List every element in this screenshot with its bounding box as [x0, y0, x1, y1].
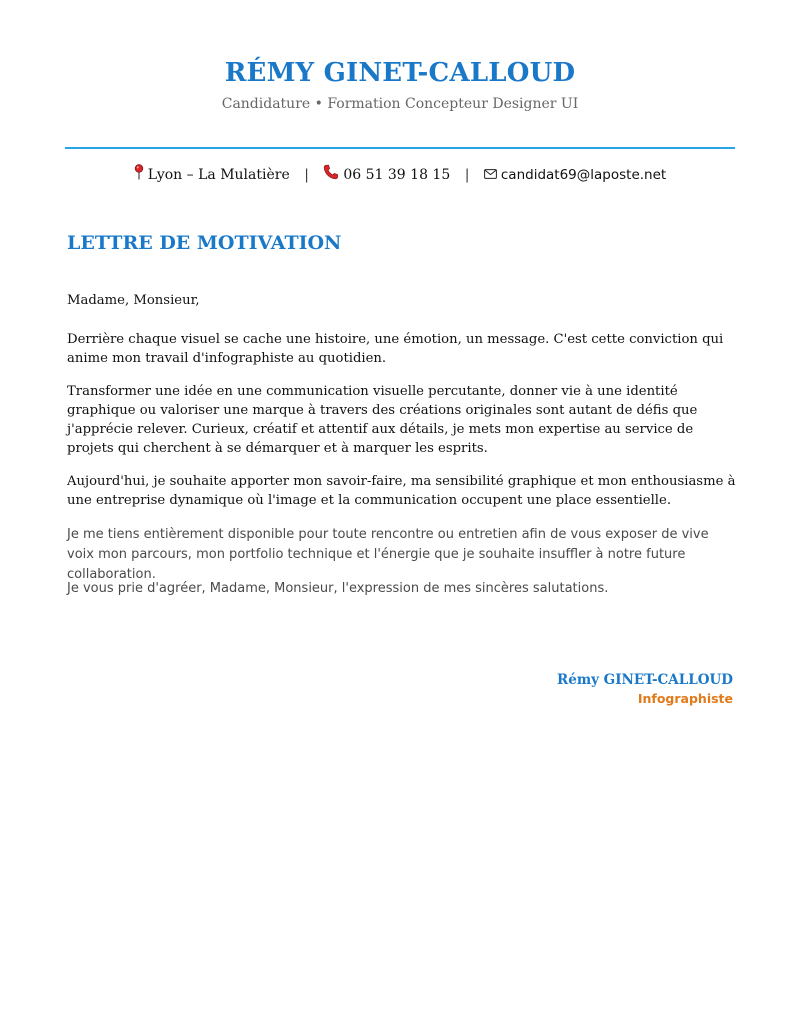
paragraph-1: Derrière chaque visuel se cache une histoire, une émotion, un message. C'est cette conviction qui anime mon travail d'infographiste au quotidien. — [67, 332, 724, 366]
closing-paragraph: Je vous prie d'agréer, Madame, Monsieur, l'expression de mes sincères salutations. — [67, 581, 609, 596]
phone-icon — [323, 164, 339, 186]
contact-phone — [323, 164, 450, 186]
paragraph-3: Aujourd'hui, je souhaite apporter mon savoir-faire, ma sensibilité graphique et mon enthousiasme à une entreprise dynamique où l'image et la communication occupent une place essentielle. — [67, 474, 736, 508]
phone-text[interactable]: 06 51 39 18 15 — [343, 167, 451, 183]
letter-header — [0, 56, 800, 113]
location-text: Lyon – La Mulatière — [147, 167, 290, 183]
email-text[interactable]: candidat69@laposte.net — [500, 167, 667, 183]
signature-block — [557, 670, 733, 708]
header-divider — [65, 147, 735, 149]
letter-title: LETTRE DE MOTIVATION — [67, 232, 342, 254]
contact-location — [134, 164, 290, 186]
application-subtitle: Candidature • Formation Concepteur Designer UI — [221, 96, 579, 112]
paragraph-4: Je me tiens entièrement disponible pour toute rencontre ou entretien afin de vous exposer de vive voix mon parcours, mon portfolio technique et l'énergie que je souhaite insuffler à notre future collaboration. — [67, 527, 709, 582]
contact-separator: | — [304, 167, 309, 183]
envelope-icon — [484, 165, 497, 185]
paragraph-2: Transformer une idée en une communication visuelle percutante, donner vie à une identité graphique ou valoriser une marque à travers des créations originales sont autant de défis que j'apprécie relever. Curieux, créatif et attentif aux détails, je mets mon expertise au service de projets qui cherchent à se démarquer et à marquer les esprits. — [67, 384, 698, 456]
applicant-name: RÉMY GINET-CALLOUD — [224, 58, 576, 88]
signature-role: Infographiste — [637, 691, 733, 706]
contact-line — [0, 164, 800, 186]
pin-icon — [134, 164, 144, 186]
contact-separator: | — [464, 167, 470, 183]
signature-name: Rémy GINET-CALLOUD — [557, 672, 733, 688]
greeting: Madame, Monsieur, — [67, 293, 200, 308]
contact-email — [484, 165, 666, 185]
